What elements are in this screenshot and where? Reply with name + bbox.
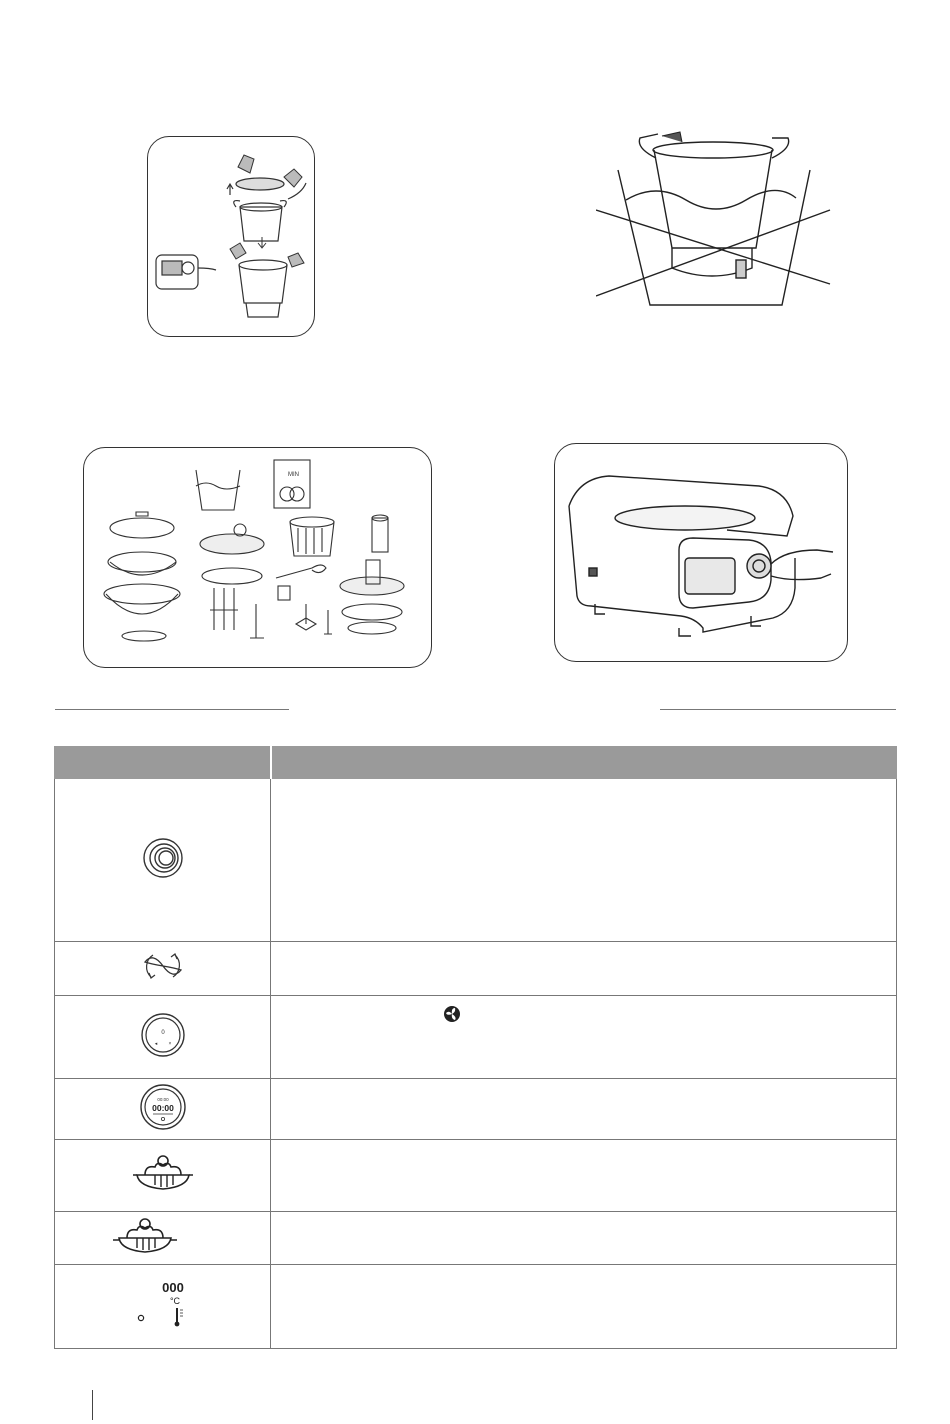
- table-row: [55, 1079, 897, 1140]
- table-cell-icon: [55, 1140, 271, 1212]
- table-cell-description: [271, 779, 897, 942]
- knob-icon: [142, 837, 184, 879]
- table-cell-description: [271, 1140, 897, 1212]
- temperature-icon: [133, 1278, 193, 1330]
- timer-dial-icon: [138, 1083, 188, 1131]
- table-cell-description: [271, 996, 897, 1079]
- reverse-rotation-icon: [141, 947, 185, 985]
- table-cell-description: [271, 1079, 897, 1140]
- steam-tray-icon: [113, 1216, 177, 1256]
- table-cell-icon: [55, 942, 271, 996]
- table-row: [55, 1265, 897, 1349]
- table-cell-icon: [55, 779, 271, 942]
- table-row: [55, 779, 897, 942]
- table-cell-description: [271, 1212, 897, 1265]
- speed-dial-value: 0: [160, 1029, 165, 1036]
- controls-table: [54, 746, 897, 1349]
- table-row: [55, 996, 897, 1079]
- timer-dial-top-text: 00:00: [156, 1096, 169, 1102]
- table-header-description: [271, 747, 897, 779]
- bowl-warning-figure: [596, 128, 831, 313]
- table-header-icon: [55, 747, 271, 779]
- speed-dial-icon: [140, 1012, 186, 1058]
- table-row: [55, 1140, 897, 1212]
- remove-bowl-panel: [147, 136, 315, 337]
- table-cell-description: [271, 942, 897, 996]
- main-unit-panel: [554, 443, 848, 662]
- temperature-unit: °C: [169, 1296, 180, 1306]
- table-cell-icon: [55, 1265, 271, 1349]
- main-unit-illustration: [555, 444, 845, 659]
- page-margin-mark: [92, 1390, 93, 1420]
- steam-basket-icon: [133, 1153, 193, 1193]
- svg-text:×: ×: [168, 1040, 171, 1047]
- table-cell-icon: [55, 996, 271, 1079]
- remove-bowl-illustration: [148, 137, 313, 335]
- fan-icon: [443, 1005, 461, 1023]
- table-row: [55, 942, 897, 996]
- timer-dial-main-text: 00:00: [151, 1102, 174, 1113]
- accessories-illustration: [84, 448, 429, 665]
- temperature-value: 000: [161, 1280, 184, 1295]
- table-header-row: [55, 747, 897, 779]
- section-rule-right: [660, 709, 896, 710]
- table-row: [55, 1212, 897, 1265]
- accessories-panel: [83, 447, 432, 668]
- section-rule-left: [55, 709, 289, 710]
- bowl-placement-warning-illustration: [596, 128, 831, 313]
- accessories-pictogram-label: MIN: [288, 472, 299, 478]
- svg-text:◂: ◂: [154, 1040, 157, 1047]
- table-cell-icon: [55, 1079, 271, 1140]
- table-cell-icon: [55, 1212, 271, 1265]
- table-cell-description: [271, 1265, 897, 1349]
